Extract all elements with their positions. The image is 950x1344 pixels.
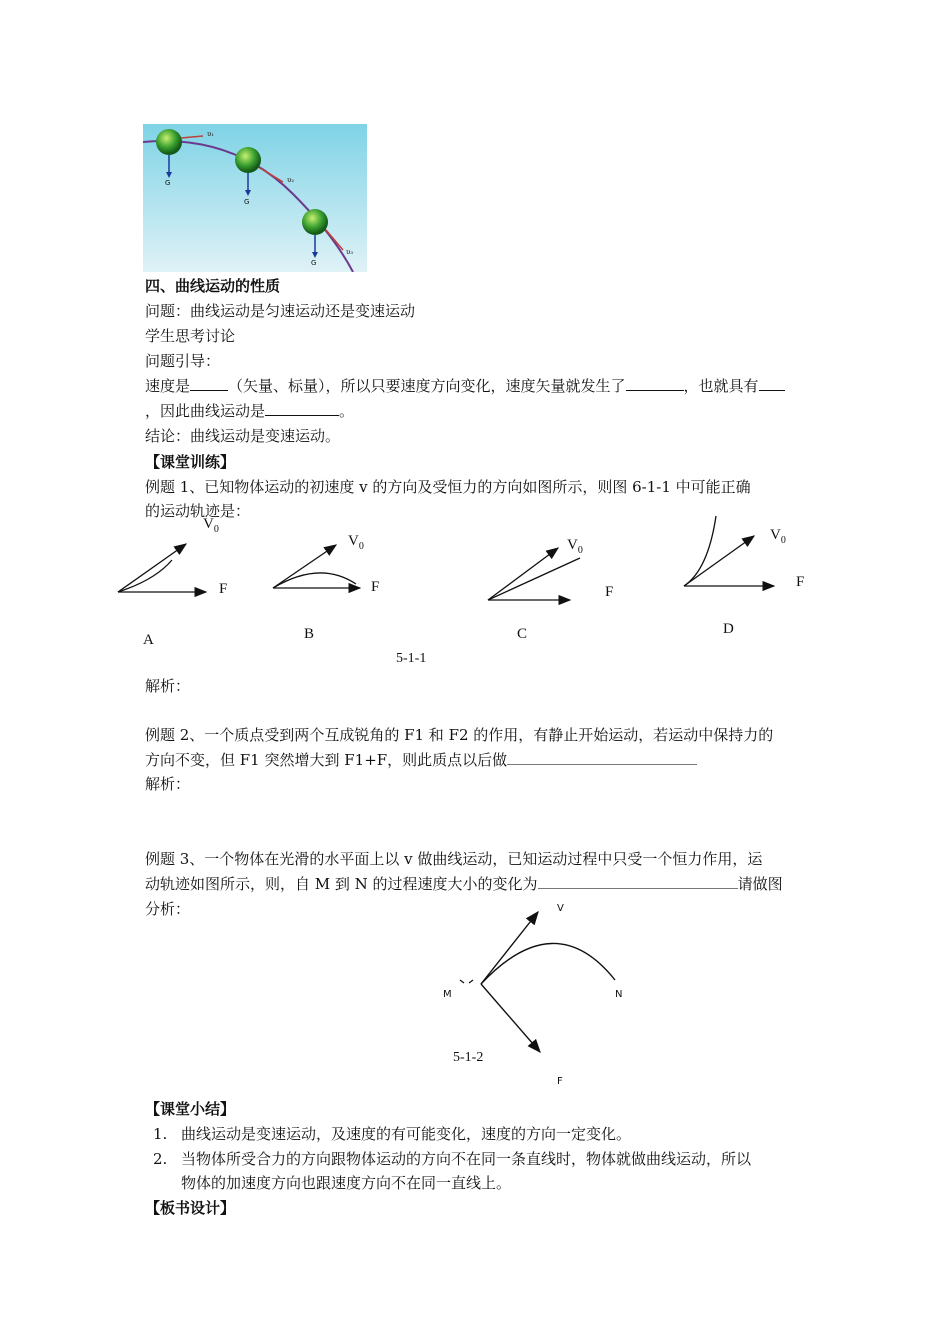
- figure-caption-1: 5-1-1: [396, 651, 427, 666]
- practice-heading: 【课堂训练】: [145, 453, 236, 471]
- fig2-m-label: M: [443, 989, 452, 1000]
- figure-caption-2: 5-1-2: [453, 1050, 484, 1065]
- board-heading: 【板书设计】: [145, 1199, 236, 1217]
- example3-line2: 动轨迹如图所示，则，自 M 到 N 的过程速度大小的变化为 请做图: [145, 875, 783, 893]
- gravity-label-2: G: [244, 198, 250, 206]
- fig1-v-label-c: $V_0$: [567, 537, 583, 556]
- discussion-text: 学生思考讨论: [145, 327, 236, 345]
- option-c-label: C: [517, 626, 528, 642]
- example1-line1: 例题 1、已知物体运动的初速度 v 的方向及受恒力的方向如图所示，则图 6-1-1 中可能正确: [145, 478, 751, 496]
- example2-line1: 例题 2、一个质点受到两个互成锐角的 F1 和 F2 的作用，有静止开始运动，若运动中保持力的: [145, 726, 774, 744]
- fig1-f-label-b: F: [371, 579, 380, 595]
- blank-2[interactable]: [626, 375, 684, 391]
- conclusion-text: 结论：曲线运动是变速运动。: [145, 427, 341, 445]
- fig1-v-label-b: $V_0$: [348, 533, 364, 552]
- example3-line3: 分析：: [145, 900, 191, 918]
- figure-5-1-2: [440, 900, 660, 1070]
- analysis2-label: 解析：: [145, 775, 191, 793]
- example1-line2: 的运动轨迹是：: [145, 502, 251, 520]
- fill-blank-line-2: ，因此曲线运动是 。: [145, 402, 355, 420]
- fig1-v-label-a: $V_0$: [203, 516, 219, 535]
- summary-item-1: 1. 曲线运动是变速运动，及速度的有可能变化，速度的方向一定变化。: [153, 1125, 632, 1143]
- example3-line1: 例题 3、一个物体在光滑的水平面上以 v 做曲线运动，已知运动过程中只受一个恒力作用，运: [145, 850, 763, 868]
- question-text: 问题：曲线运动是匀速运动还是变速运动: [145, 302, 416, 320]
- option-b-label: B: [304, 626, 315, 642]
- fig2-f-label: F: [557, 1076, 563, 1087]
- blank-1[interactable]: [190, 375, 228, 391]
- blank-4[interactable]: [265, 400, 339, 416]
- option-d-label: D: [723, 621, 734, 637]
- velocity-label-2: υ₂: [287, 176, 295, 184]
- section-heading: 四、曲线运动的性质: [145, 277, 281, 295]
- gravity-label-3: G: [311, 259, 317, 267]
- gravity-label-1: G: [165, 179, 171, 187]
- example2-line2: 方向不变，但 F1 突然增大到 F1+F，则此质点以后做: [145, 749, 697, 771]
- option-a-label: A: [143, 632, 154, 648]
- fig1-v-label-d: $V_0$: [770, 527, 786, 546]
- summary-heading: 【课堂小结】: [145, 1100, 236, 1118]
- guide-text: 问题引导：: [145, 352, 221, 370]
- projectile-photo: [143, 124, 367, 272]
- fig1-f-label-d: F: [796, 574, 805, 590]
- fill-blank-line: 速度是 （矢量、标量），所以只要速度方向变化，速度矢量就发生了 ，也就具有: [145, 375, 785, 397]
- ex2-blank[interactable]: [507, 749, 697, 765]
- summary-item-2: 2. 当物体所受合力的方向跟物体运动的方向不在同一条直线时，物体就做曲线运动，所以: [153, 1150, 752, 1168]
- fig2-n-label: N: [615, 989, 623, 1000]
- fig1-f-label-c: F: [605, 584, 614, 600]
- fig2-v-label: V: [557, 903, 564, 914]
- velocity-label-1: υ₁: [207, 130, 215, 138]
- summary-item-2-cont: 物体的加速度方向也跟速度方向不在同一直线上。: [181, 1174, 512, 1192]
- velocity-label-3: υ₃: [346, 248, 354, 256]
- fig1-f-label-a: F: [219, 581, 228, 597]
- ex3-blank[interactable]: [538, 873, 738, 889]
- analysis1-label: 解析：: [145, 677, 191, 695]
- blank-3[interactable]: [759, 375, 785, 391]
